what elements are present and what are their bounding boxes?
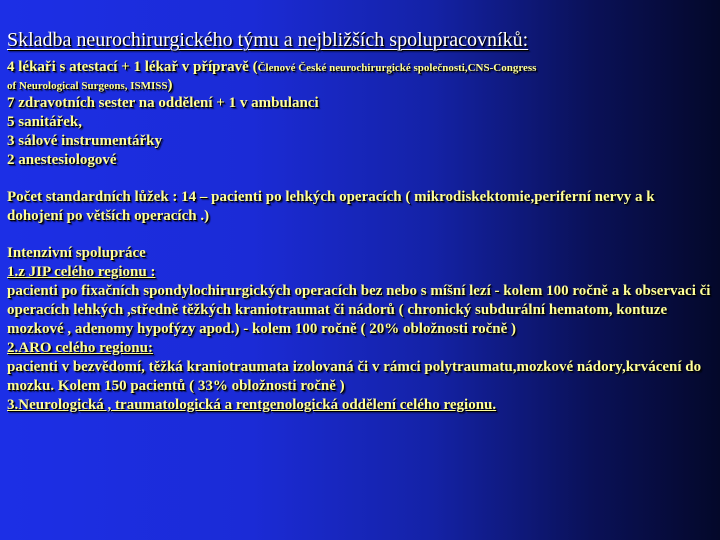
beds-paragraph: Počet standardních lůžek : 14 – pacienti po lehkých operacích ( mikrodiskektomie,periferní nervy a k dohojení po větších operacích .)	[7, 189, 655, 224]
icu-heading: Intenzivní spolupráce	[7, 245, 146, 261]
orderlies-line: 5 sanitářek,	[7, 114, 82, 130]
team-block	[7, 58, 713, 170]
nurses-line: 7 zdravotních sester na oddělení + 1 v ambulanci	[7, 95, 319, 111]
neuro-heading: 3.Neurologická , traumatologická a rentgenologická oddělení celého regionu.	[7, 397, 497, 413]
jip-heading: 1.z JIP celého regionu :	[7, 264, 156, 280]
slide	[7, 28, 713, 415]
instrumentalists-line: 3 sálové instrumentářky	[7, 133, 162, 149]
icu-block	[7, 244, 713, 415]
doctors-paren-close: )	[167, 77, 173, 93]
anesthesiologists-line: 2 anestesiologové	[7, 152, 117, 168]
doctors-societies-cont: of Neurological Surgeons, ISMISS	[7, 80, 168, 92]
doctors-text: 4 lékaři s atestací + 1 lékař v přípravě (	[7, 59, 258, 75]
doctors-line	[7, 58, 713, 78]
aro-heading: 2.ARO celého regionu:	[7, 340, 153, 356]
jip-text: pacienti po fixačních spondylochirurgických operacích bez nebo s míšní lezí - kolem 100 ročně a k observaci či operacích lehkých ,středně těžkých kraniotraumat či nádorů ( chronický subdurální hematom, kontuze mozkové , adenomy hypofýzy apod.) - kolem 100 ročně ( 20% obložnosti ročně )	[7, 283, 711, 337]
slide-title: Skladba neurochirurgického týmu a nejbližších spolupracovníků:	[7, 29, 529, 51]
doctors-societies: Členové České neurochirurgické společnosti,CNS-Congress	[257, 62, 537, 74]
aro-text: pacienti v bezvědomí, těžká kraniotraumata izolovaná či v rámci polytraumatu,mozkové nádory,krvácení do mozku. Kolem 150 pacientů ( 33% obložnosti ročně )	[7, 359, 702, 394]
doctors-line-cont	[7, 78, 713, 94]
